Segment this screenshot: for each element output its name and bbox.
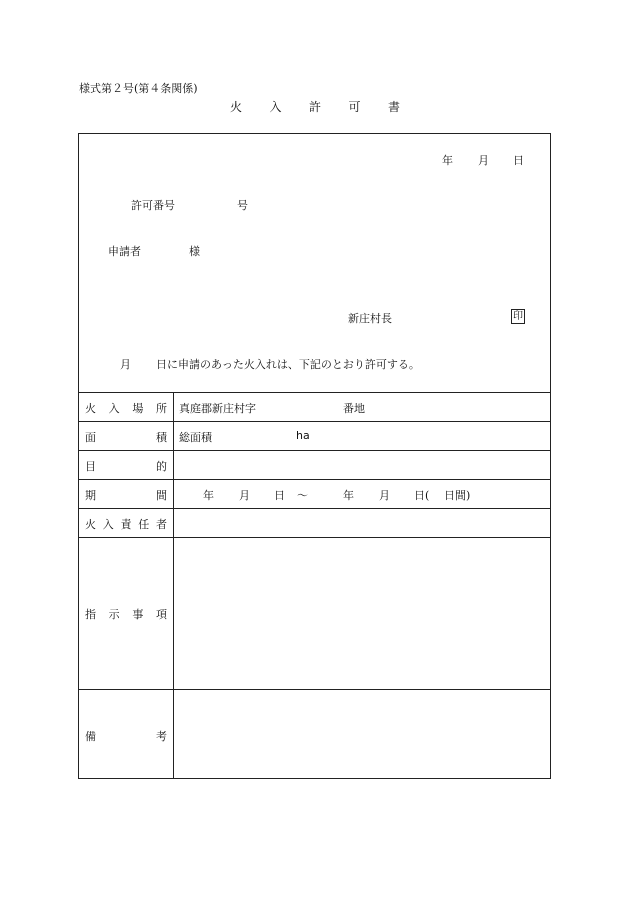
document-title [230, 98, 400, 115]
row-divider [79, 421, 550, 422]
title-char: 書 [387, 100, 400, 114]
purpose-label [85, 458, 167, 474]
label-char: 場 [132, 402, 144, 415]
label-char: 入 [108, 402, 120, 415]
column-divider [173, 392, 174, 778]
row-divider [79, 479, 550, 480]
period-month-2: 月 [379, 489, 390, 502]
label-char: 示 [108, 608, 120, 621]
location-label [85, 400, 167, 416]
label-char: 備 [85, 730, 96, 743]
remarks-label [85, 728, 167, 744]
period-month-1: 月 [239, 489, 250, 502]
responsible-label [85, 516, 167, 532]
row-divider [79, 392, 550, 393]
label-char: 火 [85, 402, 96, 415]
area-label [85, 429, 167, 445]
label-char: 考 [156, 730, 167, 743]
location-value: 真庭郡新庄村字 [179, 402, 256, 415]
label-char: 任 [138, 518, 150, 531]
label-char: 期 [85, 489, 96, 502]
label-char: 入 [102, 518, 114, 531]
applicant-suffix: 様 [189, 245, 200, 258]
period-days: 日間) [444, 489, 471, 502]
mayor-title: 新庄村長 [348, 312, 392, 325]
label-char: 所 [155, 402, 167, 415]
period-tilde: ～ [297, 489, 308, 502]
instructions-label [85, 606, 167, 622]
date-day: 日 [513, 154, 524, 167]
period-day-2: 日( [414, 489, 430, 502]
label-char: 責 [120, 518, 132, 531]
period-label [85, 487, 167, 503]
seal-mark: 印 [513, 311, 523, 322]
period-year-1: 年 [203, 489, 214, 502]
label-char: 者 [156, 518, 167, 531]
label-char: 目 [85, 460, 96, 473]
form-frame [78, 133, 551, 779]
label-char: 間 [156, 489, 167, 502]
date-month: 月 [478, 154, 489, 167]
location-suffix: 番地 [343, 402, 365, 415]
label-char: 面 [85, 431, 96, 444]
statement-text: 日に申請のあった火入れは、下記のとおり許可する。 [156, 358, 420, 371]
permit-number-label: 許可番号 [131, 199, 175, 212]
row-divider [79, 450, 550, 451]
label-char: 積 [156, 431, 167, 444]
applicant-label: 申請者 [108, 245, 141, 258]
form-number: 様式第２号(第４条関係) [79, 82, 198, 95]
row-divider [79, 537, 550, 538]
statement-month: 月 [120, 358, 131, 371]
row-divider [79, 689, 550, 690]
date-year: 年 [442, 154, 453, 167]
label-char: 火 [85, 518, 96, 531]
label-char: 的 [156, 460, 167, 473]
permit-number-suffix: 号 [237, 199, 248, 212]
label-char: 事 [132, 608, 144, 621]
area-unit: ha [296, 429, 310, 442]
title-char: 許 [308, 100, 321, 114]
label-char: 項 [155, 608, 167, 621]
title-char: 火 [230, 100, 243, 114]
title-char: 入 [269, 100, 282, 114]
row-divider [79, 508, 550, 509]
period-day-1: 日 [274, 489, 285, 502]
label-char: 指 [85, 608, 96, 621]
area-value: 総面積 [179, 431, 212, 444]
period-year-2: 年 [343, 489, 354, 502]
title-char: 可 [348, 100, 361, 114]
